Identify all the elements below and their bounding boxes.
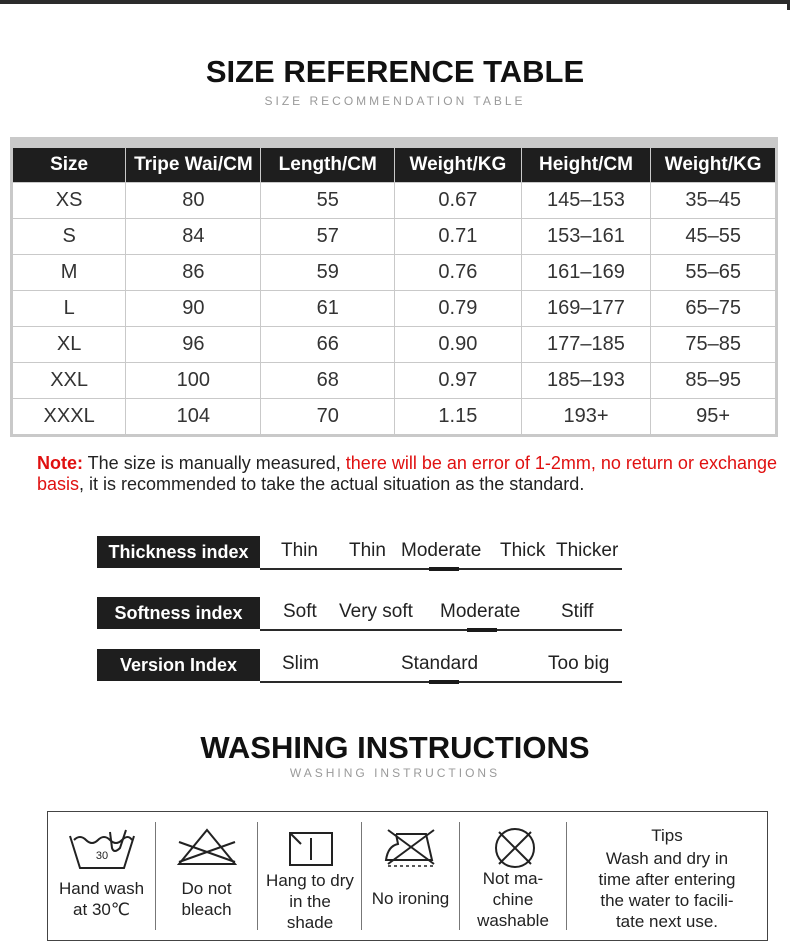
note-label: Note: <box>37 453 83 473</box>
table-cell: 169–177 <box>522 291 651 326</box>
thickness-option-thicker: Thicker <box>556 540 619 561</box>
no-iron-icon <box>382 826 440 868</box>
note-warning: there will be an error of 1-2mm, no return or exchange basis <box>37 453 778 494</box>
table-cell: 85–95 <box>651 363 775 398</box>
table-cell: 55–65 <box>651 255 775 290</box>
table-cell: 86 <box>126 255 260 290</box>
table-cell: XL <box>13 327 125 362</box>
no-bleach-label: Do not bleach <box>181 879 232 919</box>
table-row <box>13 291 775 326</box>
hand-wash-label: Hand wash at 30℃ <box>58 879 145 919</box>
wash-item-no-iron <box>362 812 459 940</box>
tips-text: Wash and dry in time after entering the water to facili- tate next use. <box>598 849 736 931</box>
table-cell: 95+ <box>651 399 775 434</box>
table-row <box>13 399 775 434</box>
hand-wash-temp: 30 <box>95 850 109 862</box>
table-cell: 66 <box>261 327 394 362</box>
softness-selected-marker <box>467 628 497 632</box>
note-text-1: The size is manually measured, <box>83 453 346 473</box>
table-cell: 57 <box>261 219 394 254</box>
table-cell: M <box>13 255 125 290</box>
softness-option-soft: Soft <box>283 601 317 622</box>
shade-dry-label: Hang to dry in the shade <box>266 871 354 932</box>
table-cell: 96 <box>126 327 260 362</box>
table-cell: XS <box>13 183 125 218</box>
softness-option-very-soft: Very soft <box>339 601 413 622</box>
header-size: Size <box>13 148 125 182</box>
table-cell: 90 <box>126 291 260 326</box>
table-cell: 0.67 <box>395 183 521 218</box>
version-option-standard: Standard <box>401 653 479 674</box>
table-cell: 84 <box>126 219 260 254</box>
washing-title: WASHING INSTRUCTIONS <box>200 730 590 765</box>
softness-option-moderate: Moderate <box>440 601 521 622</box>
softness-scale-line <box>260 629 622 631</box>
header-waist: Tripe Wai/CM <box>126 148 260 182</box>
table-cell: 0.71 <box>395 219 521 254</box>
wash-item-hand-wash <box>48 812 155 940</box>
table-cell: 45–55 <box>651 219 775 254</box>
table-cell: 55 <box>261 183 394 218</box>
table-cell: XXXL <box>13 399 125 434</box>
version-label: Version Index <box>97 649 260 681</box>
thickness-option-thick: Thick <box>500 540 546 561</box>
washing-instructions-box <box>47 811 768 941</box>
note-text-2: , it is recommended to take the actual situation as the standard. <box>79 474 585 494</box>
table-cell: 177–185 <box>522 327 651 362</box>
header-length: Length/CM <box>261 148 394 182</box>
version-option-too-big: Too big <box>548 653 610 674</box>
no-iron-label: No ironing <box>371 889 450 908</box>
table-cell: 100 <box>126 363 260 398</box>
size-table <box>10 137 778 437</box>
table-cell: 80 <box>126 183 260 218</box>
no-machine-wash-label: Not ma- chine washable <box>477 869 549 930</box>
table-cell: 153–161 <box>522 219 651 254</box>
table-cell: 161–169 <box>522 255 651 290</box>
thickness-option-moderate: Moderate <box>401 540 482 561</box>
table-cell: 185–193 <box>522 363 651 398</box>
table-cell: 104 <box>126 399 260 434</box>
wash-item-no-bleach <box>156 812 257 940</box>
version-selected-marker <box>429 680 459 684</box>
header-body-weight: Weight/KG <box>651 148 775 182</box>
table-cell: XXL <box>13 363 125 398</box>
hand-wash-icon <box>66 828 138 872</box>
size-note <box>37 453 777 495</box>
table-cell: S <box>13 219 125 254</box>
wash-item-no-machine-wash <box>460 812 566 940</box>
table-cell: 0.79 <box>395 291 521 326</box>
softness-option-stiff: Stiff <box>561 601 594 622</box>
softness-index <box>97 597 622 631</box>
thickness-option-thin: Thin <box>281 540 318 561</box>
size-title: SIZE REFERENCE TABLE <box>205 54 585 89</box>
table-cell: L <box>13 291 125 326</box>
table-cell: 1.15 <box>395 399 521 434</box>
header-weight: Weight/KG <box>395 148 521 182</box>
wash-tips <box>567 812 767 940</box>
washing-subtitle: WASHING INSTRUCTIONS <box>289 766 501 780</box>
table-header-row <box>13 148 775 182</box>
table-cell: 145–153 <box>522 183 651 218</box>
table-cell: 0.90 <box>395 327 521 362</box>
table-cell: 35–45 <box>651 183 775 218</box>
no-bleach-icon <box>175 826 239 866</box>
table-row <box>13 363 775 398</box>
table-row <box>13 327 775 362</box>
table-row <box>13 219 775 254</box>
table-cell: 59 <box>261 255 394 290</box>
size-subtitle: SIZE RECOMMENDATION TABLE <box>264 94 526 108</box>
version-option-slim: Slim <box>282 653 319 674</box>
table-cell: 68 <box>261 363 394 398</box>
top-border <box>0 0 790 4</box>
table-cell: 75–85 <box>651 327 775 362</box>
thickness-index <box>97 536 622 570</box>
tips-title: Tips <box>651 826 683 845</box>
table-cell: 193+ <box>522 399 651 434</box>
thickness-label: Thickness index <box>97 536 260 568</box>
version-index <box>97 649 622 683</box>
table-cell: 61 <box>261 291 394 326</box>
thickness-selected-marker <box>429 567 459 571</box>
table-cell: 70 <box>261 399 394 434</box>
table-cell: 0.97 <box>395 363 521 398</box>
table-cell: 65–75 <box>651 291 775 326</box>
shade-dry-icon <box>287 830 335 868</box>
no-machine-wash-icon <box>493 826 537 870</box>
header-height: Height/CM <box>522 148 651 182</box>
table-cell: 0.76 <box>395 255 521 290</box>
wash-item-shade-dry <box>258 812 362 940</box>
table-row <box>13 255 775 290</box>
softness-label: Softness index <box>97 597 260 629</box>
thickness-option-thin-2: Thin <box>349 540 386 561</box>
table-row <box>13 183 775 218</box>
